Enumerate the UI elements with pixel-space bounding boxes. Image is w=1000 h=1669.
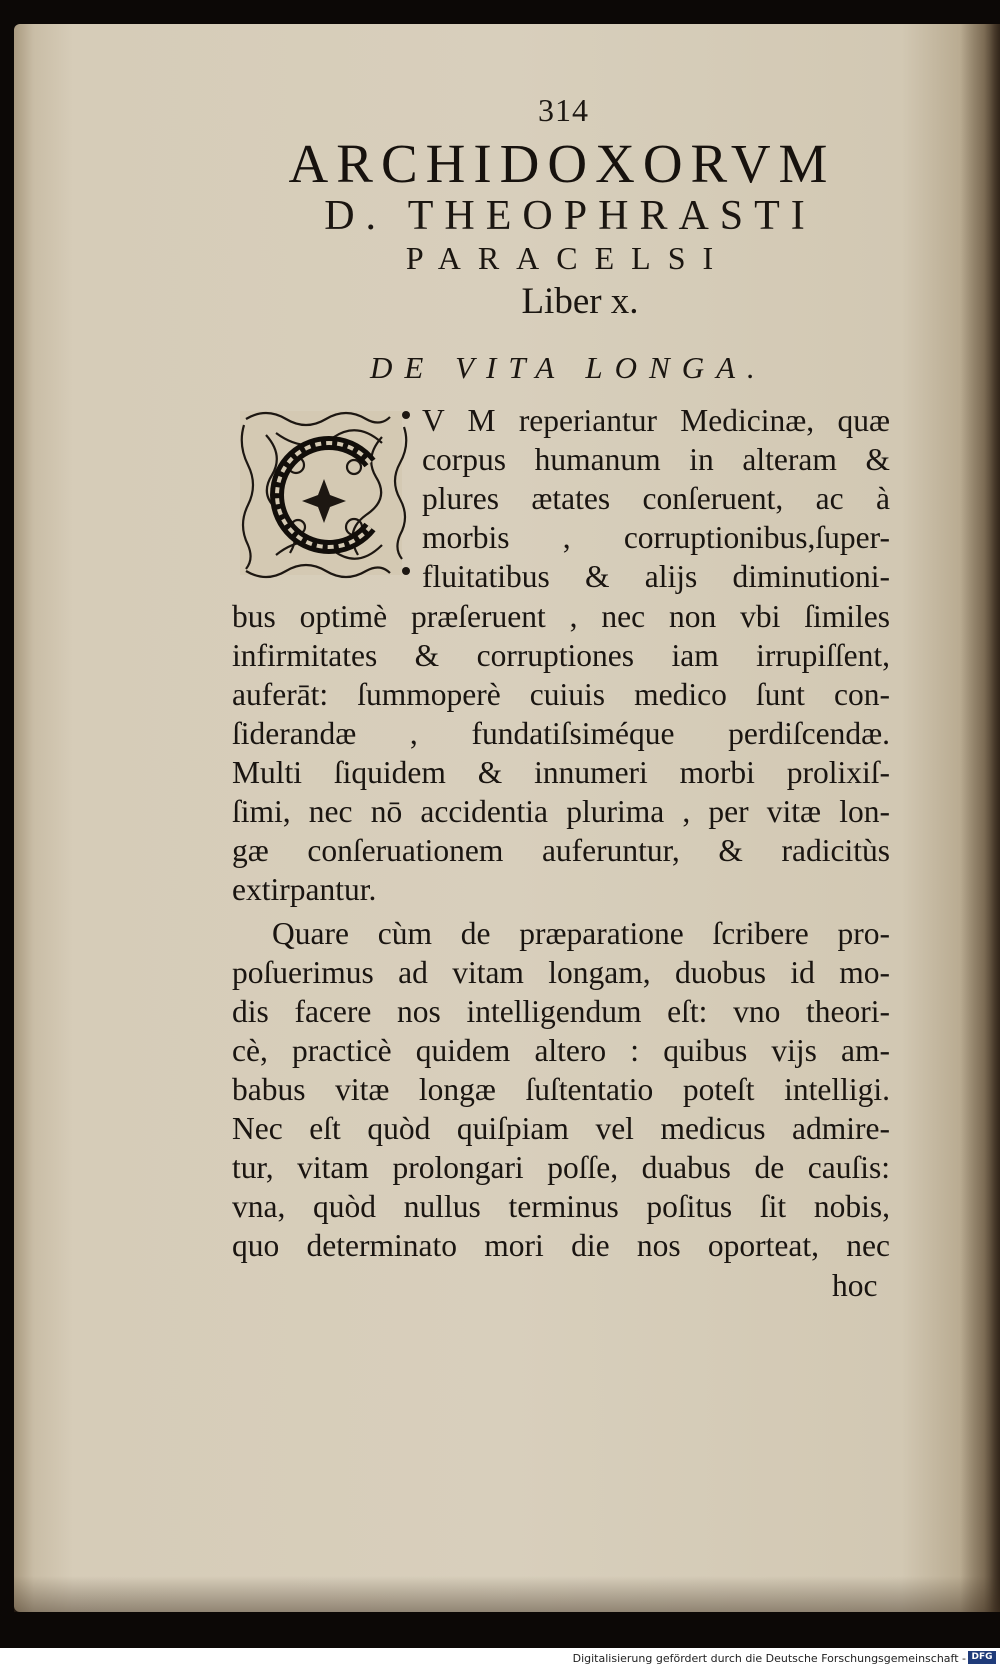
author-line-1: D. THEOPHRASTI: [324, 193, 816, 239]
text-line: ſimi, nec nō accidentia plurima , per vitæ lon-: [232, 794, 890, 829]
text-line: cè, practicè quidem altero : quibus vijs am-: [232, 1033, 890, 1068]
text-line: Quare cùm de præparatione ſcribere pro-: [272, 916, 890, 951]
dfg-logo[interactable]: DFG: [968, 1651, 996, 1664]
text-line: babus vitæ longæ ſuſtentatio poteſt intelligi.: [232, 1072, 890, 1107]
catchword: hoc: [832, 1268, 878, 1303]
page-number: 314: [538, 92, 589, 128]
author-line-2: PARACELSI: [405, 240, 731, 276]
book-number: Liber x.: [521, 281, 639, 322]
text-line: tur, vitam prolongari poſſe, duabus de cauſis:: [232, 1150, 890, 1185]
text-line: fluitatibus & alijs diminutioni-: [422, 559, 890, 594]
text-line: gæ conſeruationem auferuntur, & radicitùs: [232, 833, 890, 868]
text-line: plures ætates conſeruent, ac à: [422, 481, 890, 516]
decorated-initial-c-icon: [236, 405, 412, 583]
text-line: dis facere nos intelligendum eſt: vno theori-: [232, 994, 890, 1029]
text-line: corpus humanum in alteram &: [422, 442, 890, 477]
page-edge-shadow-bottom: [14, 1576, 1000, 1612]
page-edge-shadow-right: [960, 24, 1000, 1612]
text-line: extirpantur.: [232, 872, 377, 907]
text-line: vna, quòd nullus terminus poſitus ſit nobis,: [232, 1189, 890, 1224]
text-line: ſiderandæ , fundatiſsiméque perdiſcendæ.: [232, 716, 890, 751]
page-title: ARCHIDOXORVM: [288, 133, 836, 194]
text-line: auferāt: ſummoperè cuiuis medico ſunt con-: [232, 677, 890, 712]
section-title: DE VITA LONGA.: [370, 350, 767, 385]
footer-credit: Digitalisierung gefördert durch die Deutsche Forschungsgemeinschaft -: [572, 1652, 966, 1665]
text-line: Multi ſiquidem & innumeri morbi prolixiſ-: [232, 755, 890, 790]
text-line: morbis , corruptionibus,ſuper-: [422, 520, 890, 555]
text-line: V M reperiantur Medicinæ, quæ: [422, 403, 890, 438]
text-line: infirmitates & corruptiones iam irrupiſſent,: [232, 638, 890, 673]
text-line: poſuerimus ad vitam longam, duobus id mo-: [232, 955, 890, 990]
text-line: quo determinato mori die nos oporteat, nec: [232, 1228, 890, 1263]
text-line: Nec eſt quòd quiſpiam vel medicus admire-: [232, 1111, 890, 1146]
text-line: bus optimè præſeruent , nec non vbi ſimiles: [232, 599, 890, 634]
